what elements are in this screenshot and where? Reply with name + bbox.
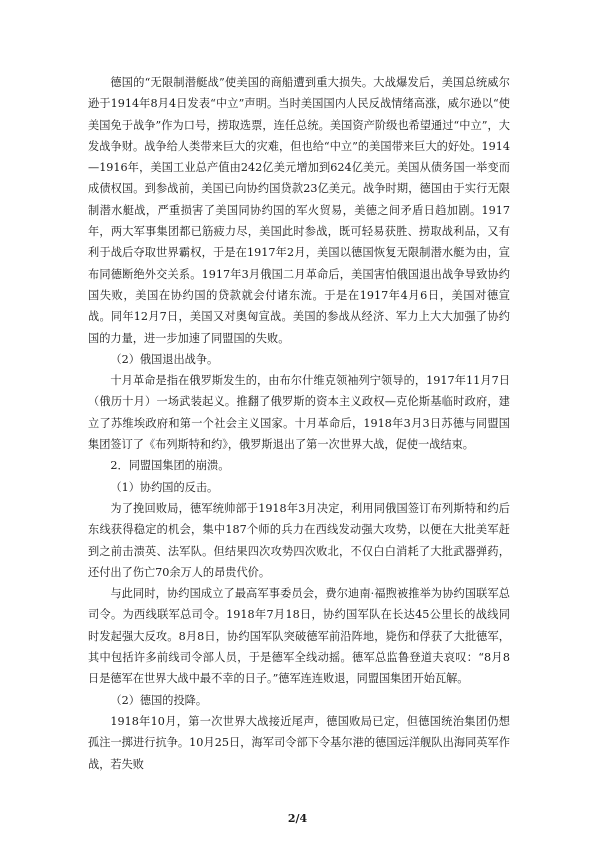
document-body: [88, 72, 510, 775]
paragraph-german-offensive: 为了挽回败局，德军统帅部于1918年3月决定，利用同俄国签订布列斯特和约后东线获得稳定的机会，集中187个师的兵力在西线发动强大攻势，以便在大批美军赶到之前击溃英、法军队。但结果四次攻势四次败北，不仅白白消耗了大批武器弹药，还付出了伤亡70余万人的昂贵代价。: [88, 501, 510, 579]
heading-russia-exit: （2）俄国退出战争。: [110, 352, 219, 366]
paragraph-germany-surrender: 1918年10月，第一次世界大战接近尾声，德国败局已定，但德国统治集团仍想孤注一掷进行抗争。10月25日，海军司令部下令基尔港的德国远洋舰队出海同英军作战，若失败: [88, 714, 510, 771]
heading-central-powers-collapse: 2．同盟国集团的崩溃。: [110, 459, 230, 473]
paragraph-october-revolution: 十月革命是指在俄罗斯发生的，由布尔什维克领袖列宁领导的，1917年11月7日（俄历十月）一场武装起义。推翻了俄罗斯的资本主义政权—克伦斯基临时政府，建立了苏维埃政府和第一个社会主义国家。十月革命后，1918年3月3日苏德与同盟国集团签订了《布列斯特和约》，俄罗斯退出了第一次世界大战，促使一战结束。: [88, 374, 510, 452]
paragraph-us-entry: 德国的“无限制潜艇战”使美国的商船遭到重大损失。大战爆发后，美国总统威尔逊于1914年8月4日发表“中立”声明。当时美国国内人民反战情绪高涨，威尔逊以“使美国免于战争”作为口号，捞取选票，连任总统。美国资产阶级也希望通过“中立”，大发战争财。战争给人类带来巨大的灾难，但也给“中立”的美国带来巨大的好处。1914—1916年，美国工业总产值由242亿美元增加到624亿美元。美国从债务国一举变而成债权国。到参战前，美国已向协约国贷款23亿美元。战争时期，德国由于实行无限制潜水艇战，严重损害了美国同协约国的军火贸易，美德之间矛盾日趋加剧。1917年，两大军事集团都已筋疲力尽，美国此时参战，既可轻易获胜、捞取战利品，又有利于战后夺取世界霸权，于是在1917年2月，美国以德国恢复无限制潜水艇为由，宣布同德断绝外交关系。1917年3月俄国二月革命后，美国害怕俄国退出战争导致协约国失败，美国在协约国的贷款就会付诸东流。于是在1917年4月6日，美国对德宣战。同年12月7日，美国又对奥匈宣战。美国的参战从经济、军力上大大加强了协约国的力量，进一步加速了同盟国的失败。: [88, 76, 510, 345]
heading-germany-surrender: （2）德国的投降。: [110, 693, 208, 707]
page-number: 2/4: [287, 812, 308, 825]
heading-entente-counterattack: （1）协约国的反击。: [110, 480, 219, 494]
paragraph-entente-offensive: 与此同时，协约国成立了最高军事委员会，费尔迪南·福煦被推举为协约国联军总司令。为西线联军总司令。1918年7月18日，协约国军队在长达45公里长的战线同时发起强大反攻。8月8日，协约国军队突破德军前沿阵地，毙伤和俘获了大批德军，其中包括许多前线司令部人员，于是德军全线动摇。德军总监鲁登道夫哀叹：“8月8日是德军在世界大战中最不幸的日子。”德军连连败退，同盟国集团开始瓦解。: [88, 587, 510, 686]
